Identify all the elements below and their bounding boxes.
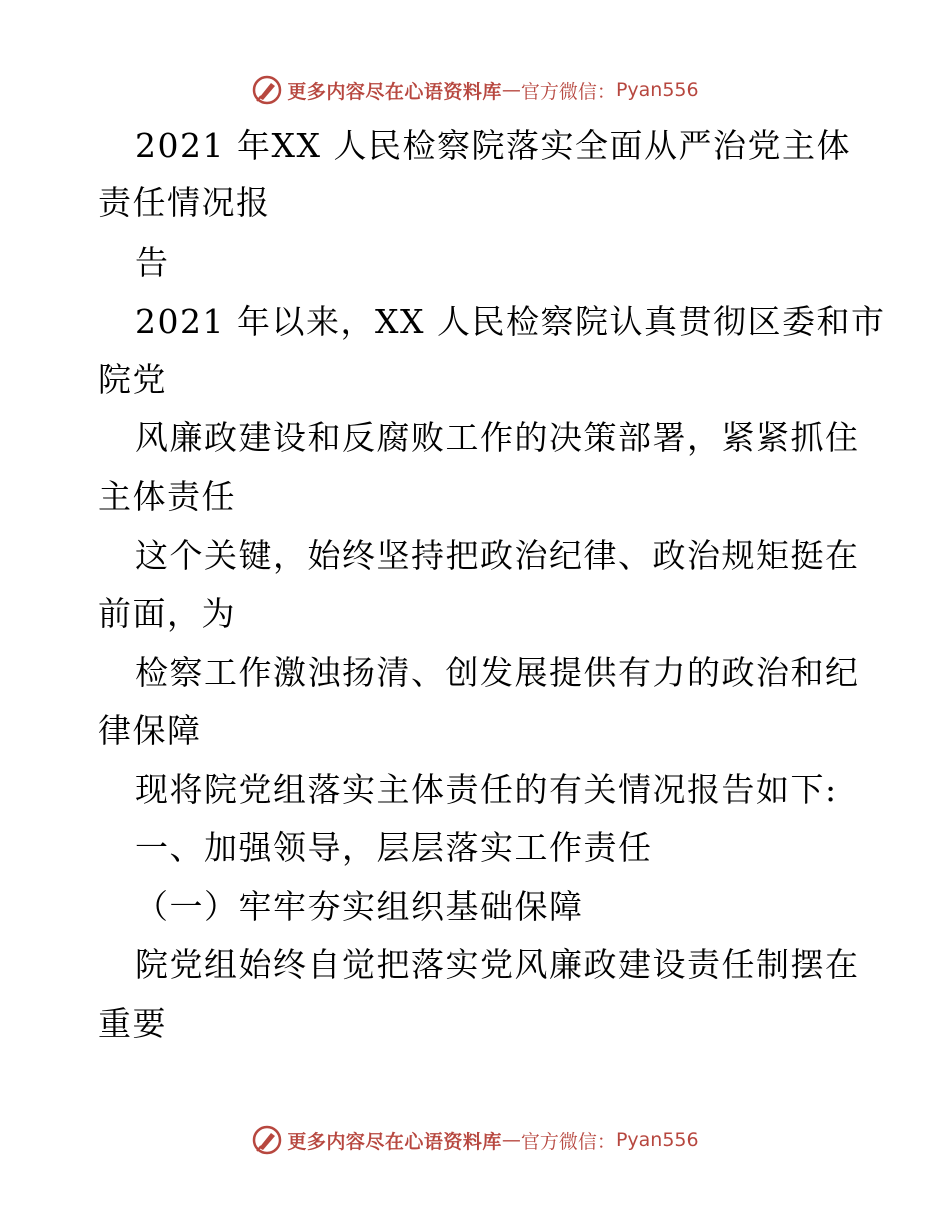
quill-logo-icon [251, 74, 283, 106]
subsection-heading: （一）牢牢夯实组织基础保障 [135, 887, 584, 926]
banner-wechat-label: 官方微信： [520, 1130, 616, 1153]
doc-text-line: 前面，为 [98, 594, 236, 633]
doc-text-line: 律保障 [98, 711, 202, 750]
doc-text-line: 2021 年以来，XX 人民检察院认真贯彻区委和市 [135, 302, 886, 341]
doc-title-line-2: 责任情况报 [98, 183, 271, 222]
doc-text-line: 院党 [98, 360, 167, 399]
header-watermark-banner [0, 70, 950, 110]
banner-separator: — [501, 1129, 521, 1151]
doc-text-line: 风廉政建设和反腐败工作的决策部署，紧紧抓住 [135, 418, 860, 457]
banner-separator: — [501, 79, 521, 101]
doc-text-line: 重要 [98, 1004, 167, 1043]
doc-text-line: 院党组始终自觉把落实党风廉政建设责任制摆在 [135, 945, 860, 984]
doc-title-line-3: 告 [135, 243, 170, 282]
doc-text-line: 这个关键，始终坚持把政治纪律、政治规矩挺在 [135, 536, 860, 575]
section-heading: 一、加强领导，层层落实工作责任 [135, 828, 653, 867]
doc-text-line: 现将院党组落实主体责任的有关情况报告如下: [135, 770, 838, 809]
footer-watermark-banner [0, 1120, 950, 1160]
doc-text-line: 主体责任 [98, 477, 236, 516]
quill-logo-icon [251, 1124, 283, 1156]
doc-title-line-1: 2021 年XX 人民检察院落实全面从严治党主体 [135, 126, 851, 165]
banner-wechat-label: 官方微信： [520, 80, 616, 103]
banner-brand-text: 更多内容尽在心语资料库 [287, 1130, 502, 1153]
banner-wechat-id: Pyan556 [615, 1129, 699, 1151]
banner-brand-text: 更多内容尽在心语资料库 [287, 80, 502, 103]
banner-wechat-id: Pyan556 [615, 79, 699, 101]
doc-text-line: 检察工作激浊扬清、创发展提供有力的政治和纪 [135, 653, 860, 692]
